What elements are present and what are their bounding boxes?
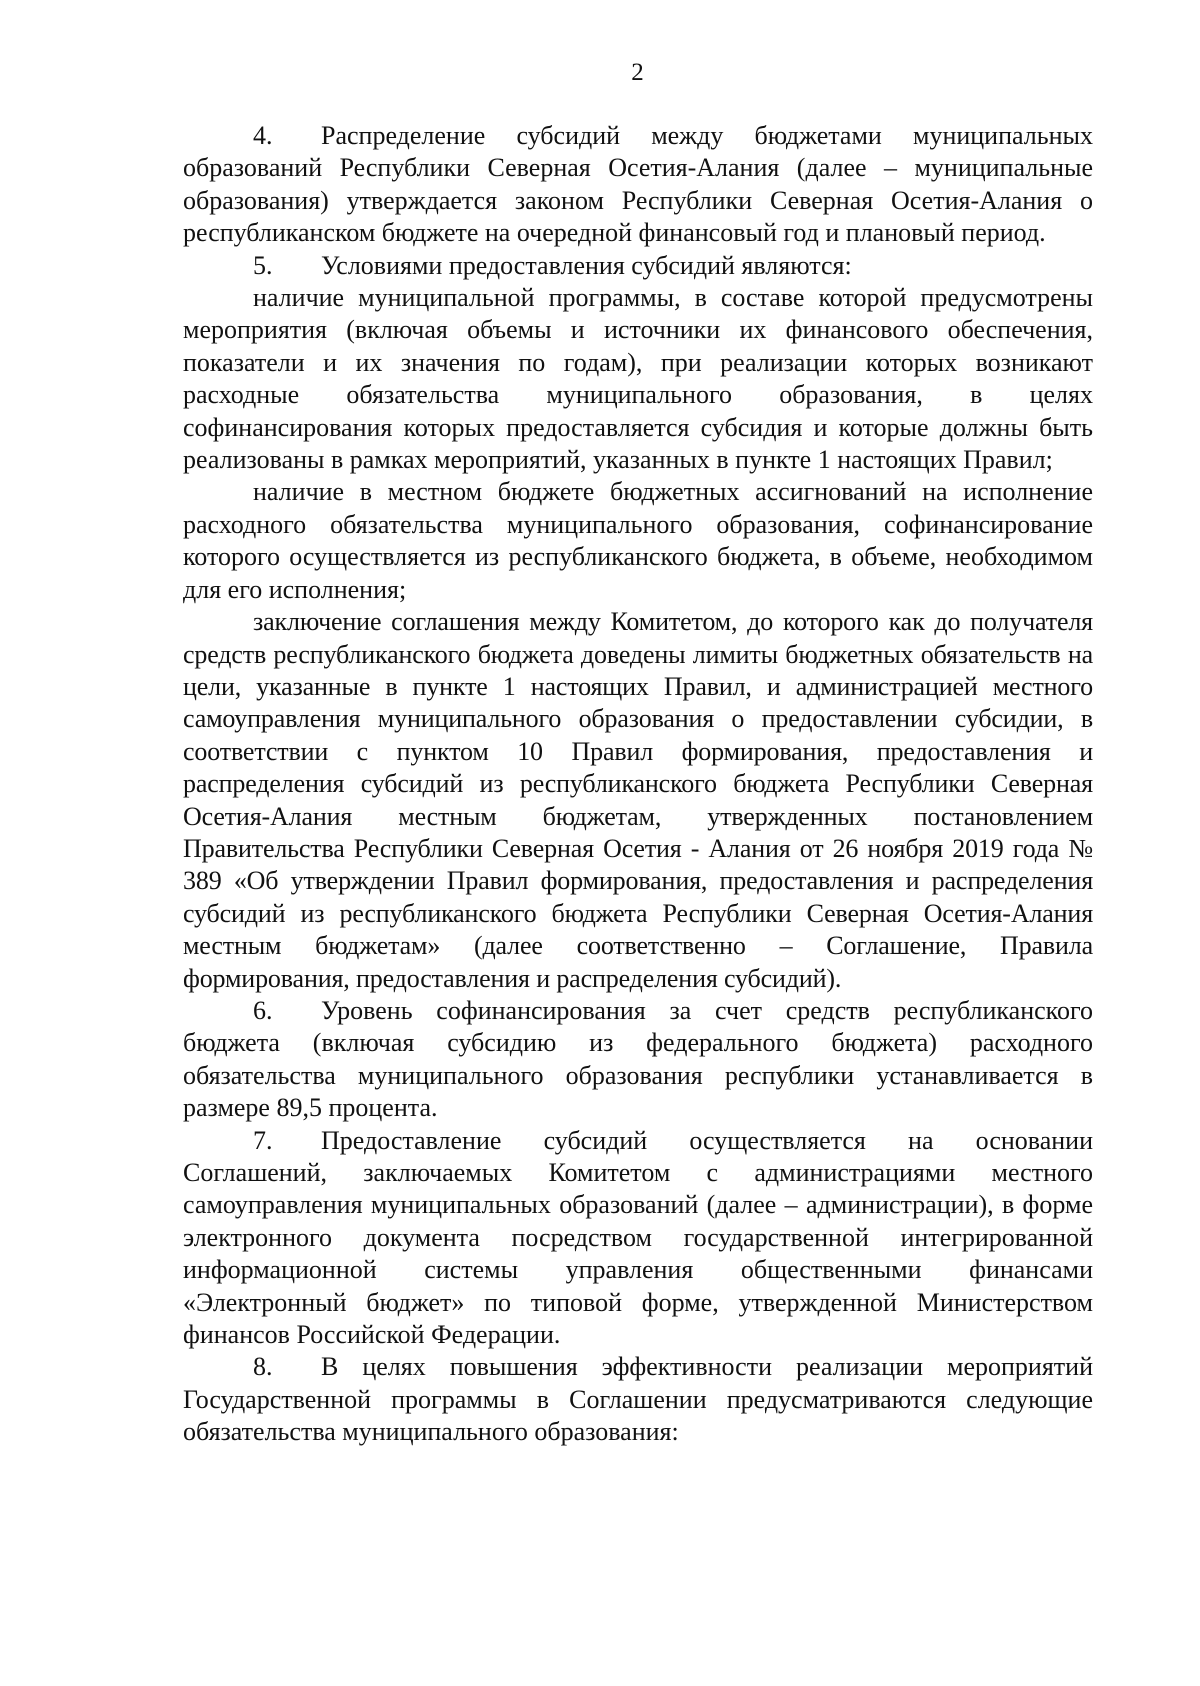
- condition-budget-allocations: [183, 476, 1093, 606]
- document-body: [183, 120, 1093, 1449]
- paragraph-text: Условиями предоставления субсидий являются:: [321, 250, 852, 280]
- paragraph-number: 5.: [253, 250, 273, 280]
- paragraph-text: наличие в местном бюджете бюджетных ассигнований на исполнение расходного обязательства муниципального образования, софинансирование которого осуществляется из республиканского бюджета, в объеме, необходимом для его исполнения;: [183, 477, 1093, 604]
- paragraph-number: 6.: [253, 995, 273, 1025]
- paragraph-5: [183, 250, 1093, 282]
- page-number: 2: [631, 59, 644, 86]
- paragraph-4: [183, 120, 1093, 250]
- condition-agreement: [183, 606, 1093, 995]
- paragraph-text: Уровень софинансирования за счет средств республиканского бюджета (включая субсидию из федерального бюджета) расходного обязательства муниципального образования республики устанавливается в размере 89,5 процента.: [183, 995, 1093, 1123]
- paragraph-number: 7.: [253, 1125, 273, 1155]
- paragraph-number: 8.: [253, 1352, 273, 1382]
- paragraph-text: Предоставление субсидий осуществляется на основании Соглашений, заключаемых Комитетом с администрациями местного самоуправления муниципальных образований (далее – администрации), в форме электронного документа посредством государственной интегрированной информационной системы управления общественными финансами «Электронный бюджет» по типовой форме, утвержденной Министерством финансов Российской Федерации.: [183, 1125, 1093, 1350]
- condition-municipal-program: [183, 282, 1093, 476]
- paragraph-text: В целях повышения эффективности реализации мероприятий Государственной программы в Соглашении предусматриваются следующие обязательства муниципального образования:: [183, 1352, 1093, 1447]
- paragraph-text: Распределение субсидий между бюджетами муниципальных образований Республики Северная Осетия-Алания (далее – муниципальные образования) утверждается законом Республики Северная Осетия-Алания о республиканском бюджете на очередной финансовый год и плановый период.: [183, 121, 1093, 248]
- paragraph-number: 4.: [253, 121, 273, 150]
- paragraph-6: [183, 995, 1093, 1125]
- paragraph-text: заключение соглашения между Комитетом, до которого как до получателя средств республиканского бюджета доведены лимиты бюджетных обязательств на цели, указанные в пункте 1 настоящих Правил, и администрацией местного самоуправления муниципального образования о предоставлении субсидии, в соответствии с пунктом 10 Правил формирования, предоставления и распределения субсидий из республиканского бюджета Республики Северная Осетия-Алания местным бюджетам, утвержденных постановлением Правительства Республики Северная Осетия - Алания от 26 ноября 2019 года № 389 «Об утверждении Правил формирования, предоставления и распределения субсидий из республиканского бюджета Республики Северная Осетия-Алания местным бюджетам» (далее соответственно – Соглашение, Правила формирования, предоставления и распределения субсидий).: [183, 607, 1093, 993]
- paragraph-7: [183, 1125, 1093, 1352]
- paragraph-8: [183, 1351, 1093, 1448]
- paragraph-text: наличие муниципальной программы, в составе которой предусмотрены мероприятия (включая объемы и источники их финансового обеспечения, показатели и их значения по годам), при реализации которых возникают расходные обязательства муниципального образования, в целях софинансирования которых предоставляется субсидия и которые должны быть реализованы в рамках мероприятий, указанных в пункте 1 настоящих Правил;: [183, 283, 1093, 475]
